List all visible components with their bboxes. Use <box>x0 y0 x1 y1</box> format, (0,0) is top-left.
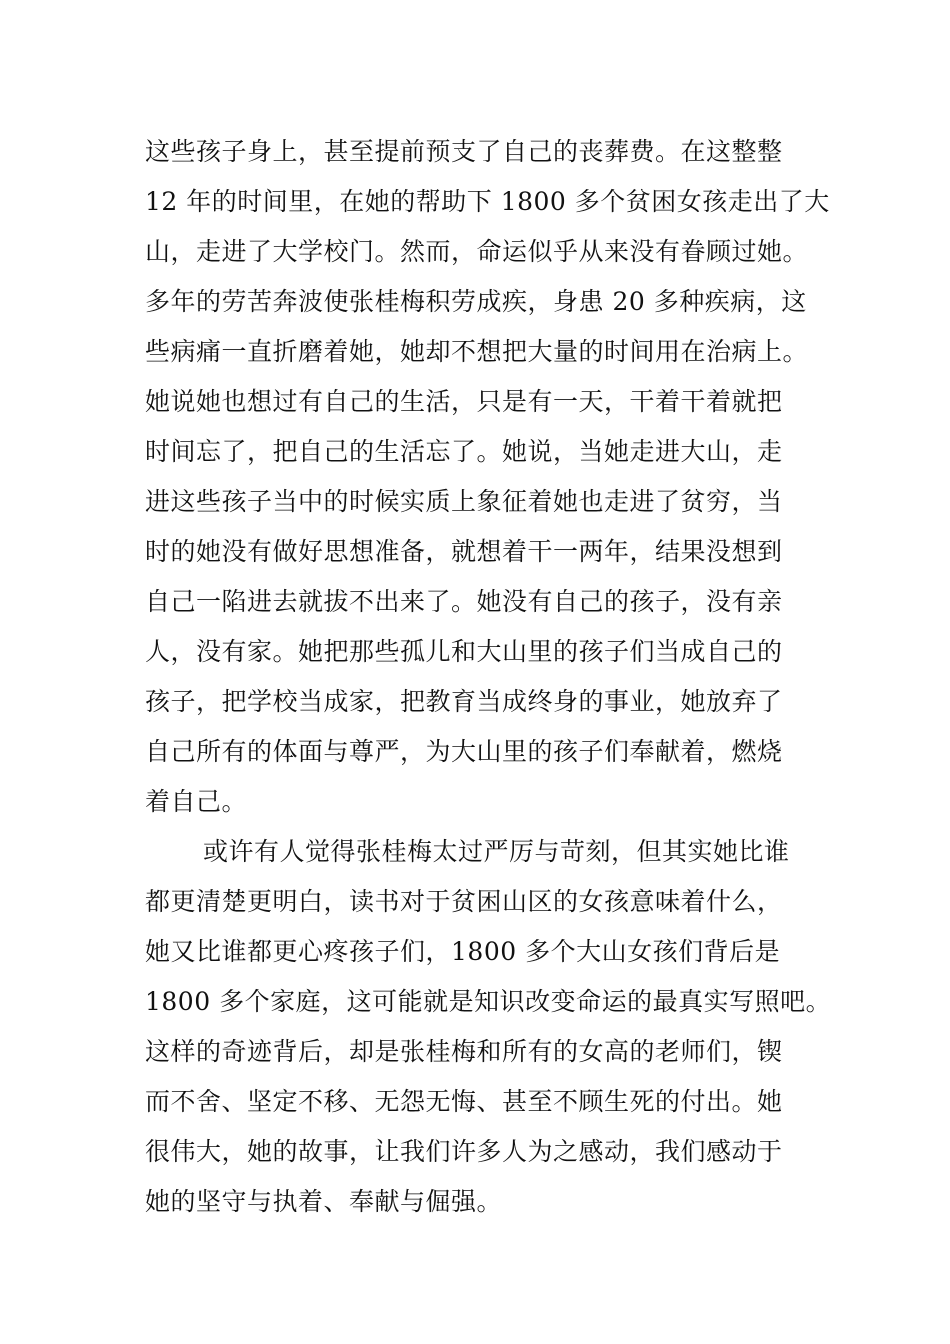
text-line: 这样的奇迹背后，却是张桂梅和所有的女高的老师们，锲 <box>145 1037 783 1066</box>
paragraph-2 <box>145 827 832 1227</box>
text-line: 山，走进了大学校门。然而，命运似乎从来没有眷顾过她。 <box>145 237 809 266</box>
text-line: 孩子，把学校当成家，把教育当成终身的事业，她放弃了 <box>145 687 783 716</box>
text-line: 多年的劳苦奔波使张桂梅积劳成疾，身患 20 多种疾病，这 <box>145 287 807 316</box>
text-line: 她的坚守与执着、奉献与倔强。 <box>145 1187 503 1216</box>
text-line: 她又比谁都更心疼孩子们，1800 多个大山女孩们背后是 <box>145 937 781 966</box>
text-line: 她说她也想过有自己的生活，只是有一天，干着干着就把 <box>145 387 783 416</box>
text-line: 进这些孩子当中的时候实质上象征着她也走进了贫穷，当 <box>145 487 783 516</box>
text-line: 着自己。 <box>145 787 248 816</box>
text-line: 自己一陷进去就拔不出来了。她没有自己的孩子，没有亲 <box>145 587 783 616</box>
text-line: 很伟大，她的故事，让我们许多人为之感动，我们感动于 <box>145 1137 783 1166</box>
text-line: 这些孩子身上，甚至提前预支了自己的丧葬费。在这整整 <box>145 137 783 166</box>
text-line: 人，没有家。她把那些孤儿和大山里的孩子们当成自己的 <box>145 637 783 666</box>
body-text <box>145 127 832 1227</box>
text-line-indented: 或许有人觉得张桂梅太过严厉与苛刻，但其实她比谁 <box>203 837 790 866</box>
text-line: 12 年的时间里，在她的帮助下 1800 多个贫困女孩走出了大 <box>145 187 830 216</box>
text-line: 都更清楚更明白，读书对于贫困山区的女孩意味着什么， <box>145 887 783 916</box>
text-line: 而不舍、坚定不移、无怨无悔、甚至不顾生死的付出。她 <box>145 1087 783 1116</box>
text-line: 自己所有的体面与尊严，为大山里的孩子们奉献着，燃烧 <box>145 737 783 766</box>
text-line: 1800 多个家庭，这可能就是知识改变命运的最真实写照吧。 <box>145 987 832 1016</box>
text-line: 些病痛一直折磨着她，她却不想把大量的时间用在治病上。 <box>145 337 809 366</box>
paragraph-1 <box>145 127 830 827</box>
text-line: 时的她没有做好思想准备，就想着干一两年，结果没想到 <box>145 537 783 566</box>
text-line: 时间忘了，把自己的生活忘了。她说，当她走进大山，走 <box>145 437 783 466</box>
